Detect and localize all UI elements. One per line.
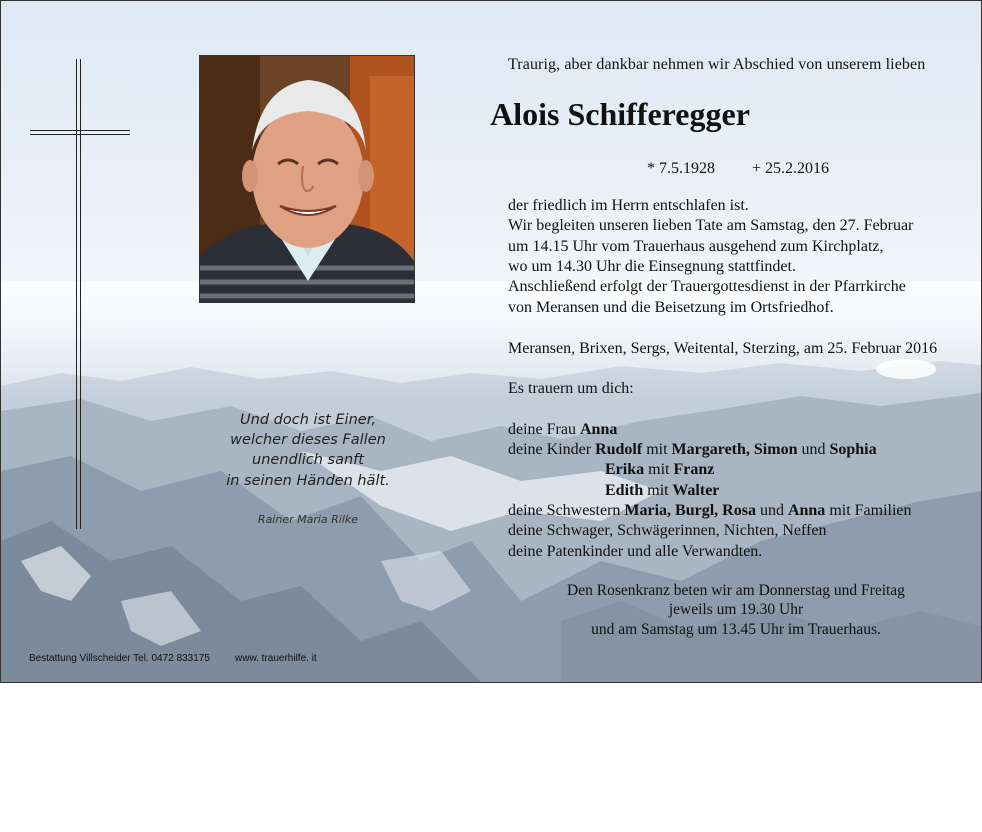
intro-text: Traurig, aber dankbar nehmen wir Abschied von unserem lieben [508, 56, 926, 73]
text-line: Anschließend erfolgt der Trauergottesdienst in der Pfarrkirche [508, 278, 906, 295]
footer-website: www. trauerhilfe. it [235, 653, 317, 664]
portrait-photo [199, 55, 415, 303]
mourner-siblings: deine Schwestern Maria, Burgl, Rosa und Anna mit Familien [508, 502, 912, 519]
text-line: Wir begleiten unseren lieben Tate am Samstag, den 27. Februar [508, 217, 914, 234]
deceased-name: Alois Schifferegger [490, 96, 750, 132]
poem-line: unendlich sanft [252, 452, 364, 468]
rosary-line: und am Samstag um 13.45 Uhr im Trauerhaus. [591, 621, 881, 638]
mourner-wife: deine Frau Anna [508, 421, 618, 438]
poem-line: in seinen Händen hält. [226, 473, 390, 489]
birth-date: * 7.5.1928 [647, 160, 715, 177]
rosary-line: jeweils um 19.30 Uhr [668, 601, 804, 618]
death-date: + 25.2.2016 [752, 160, 830, 177]
mourner-children: deine Kinder Rudolf mit Margareth, Simon und Sophia [508, 441, 877, 458]
text-line: wo um 14.30 Uhr die Einsegnung stattfindet. [508, 258, 796, 275]
mourner-inlaws: deine Schwager, Schwägerinnen, Nichten, Neffen [508, 522, 827, 539]
mourners-heading: Es trauern um dich: [508, 380, 634, 397]
poem-line: welcher dieses Fallen [230, 432, 386, 448]
rosary-line: Den Rosenkranz beten wir am Donnerstag und Freitag [567, 582, 905, 599]
mourner-child: Erika mit Franz [605, 461, 715, 478]
poem-author: Rainer Maria Rilke [257, 513, 359, 526]
text-line: um 14.15 Uhr vom Trauerhaus ausgehend zum Kirchplatz, [508, 238, 884, 255]
mourner-child: Edith mit Walter [605, 482, 720, 499]
text-line: der friedlich im Herrn entschlafen ist. [508, 197, 749, 214]
mourner-godchildren: deine Patenkinder und alle Verwandten. [508, 543, 763, 560]
poem-line: Und doch ist Einer, [240, 412, 376, 428]
place-date: Meransen, Brixen, Sergs, Weitental, Sterzing, am 25. Februar 2016 [508, 340, 938, 357]
text-line: von Meransen und die Beisetzung im Ortsfriedhof. [508, 299, 834, 316]
footer-company: Bestattung Villscheider Tel. 0472 833175 [29, 653, 210, 664]
